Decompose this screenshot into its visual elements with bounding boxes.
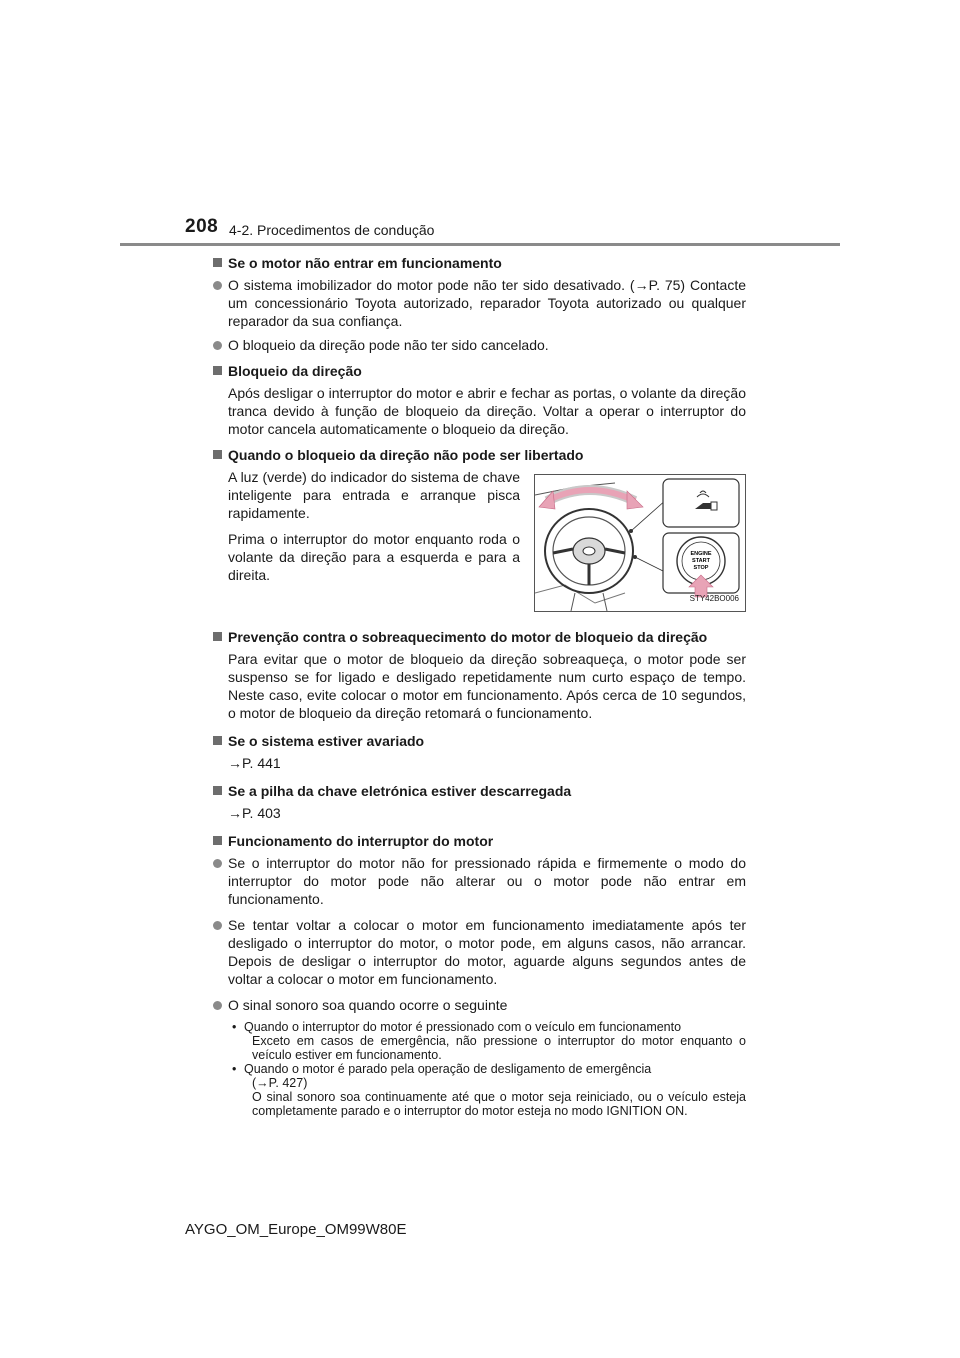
page-reference: →P. 441 — [228, 755, 281, 771]
section-heading: Se o motor não entrar em funcionamento — [212, 254, 746, 272]
steering-lock-text — [212, 468, 520, 612]
chapter-title: 4-2. Procedimentos de condução — [229, 222, 435, 238]
page-reference: →P. 403 — [228, 805, 281, 821]
page-reference: (→P. 427) — [252, 1076, 308, 1090]
button-label-line2: START — [692, 558, 710, 564]
page-number: 208 — [185, 216, 219, 237]
bullet-item: O sinal sonoro soa quando ocorre o seguinte — [212, 996, 746, 1014]
sub-bullet: • Quando o motor é parado pela operação de desligamento de emergência — [212, 1062, 746, 1076]
section-text: Para evitar que o motor de bloqueio da direção sobreaqueça, o motor pode ser suspenso se for ligado e desligado repetidamente num curto espaço de tempo. Neste caso, evite colocar o motor em funcionamento. Após cerca de 10 segundos, o motor de bloqueio da direção retomará o funcionamento. — [228, 651, 746, 721]
bullet-item: O sistema imobilizador do motor pode não ter sido desativado. (→P. 75) Contacte um concessionário Toyota autorizado, reparador Toyota autorizado ou qualquer reparador da sua confiança. — [212, 276, 746, 330]
section-heading: Prevenção contra o sobreaquecimento do motor de bloqueio da direção — [212, 628, 746, 646]
section-heading: Bloqueio da direção — [212, 362, 746, 380]
button-label-line3: STOP — [693, 565, 709, 571]
sub-bullet-text: Exceto em casos de emergência, não pressione o interruptor do motor enquanto o veículo estiver em funcionamento. — [252, 1034, 746, 1062]
section-text: A luz (verde) do indicador do sistema de chave inteligente para entrada e arranque pisca rapidamente. — [228, 469, 520, 521]
figure-code: STY42BO006 — [689, 594, 739, 603]
document-id: AYGO_OM_Europe_OM99W80E — [185, 1221, 407, 1238]
section-heading: Quando o bloqueio da direção não pode ser libertado — [212, 446, 746, 464]
steering-lock-block — [212, 468, 746, 612]
section-heading: Funcionamento do interruptor do motor — [212, 832, 746, 850]
sub-bullet-text: O sinal sonoro soa continuamente até que o motor seja reiniciado, ou o veículo esteja completamente parado e o interruptor do motor esteja no modo IGNITION ON. — [252, 1090, 746, 1118]
button-label-line1: ENGINE — [690, 551, 712, 557]
header-divider — [120, 243, 840, 246]
steering-wheel-illustration — [534, 474, 746, 612]
section-text: Prima o interruptor do motor enquanto roda o volante da direção para a esquerda e para a direita. — [228, 531, 520, 583]
section-text: Após desligar o interruptor do motor e abrir e fechar as portas, o volante da direção tranca devido à função de bloqueio da direção. Voltar a operar o interruptor do motor cancela automaticamente o bloqueio da direção. — [228, 385, 746, 437]
bullet-item: O bloqueio da direção pode não ter sido cancelado. — [212, 336, 746, 354]
bullet-item: Se o interruptor do motor não for pressionado rápida e firmemente o modo do interruptor do motor pode não alterar ou o motor pode não entrar em funcionamento. — [212, 854, 746, 908]
section-heading: Se o sistema estiver avariado — [212, 732, 746, 750]
sub-bullet: • Quando o interruptor do motor é pressionado com o veículo em funcionamento — [212, 1020, 746, 1034]
page-content — [212, 254, 746, 1118]
section-heading: Se a pilha da chave eletrónica estiver descarregada — [212, 782, 746, 800]
bullet-item: Se tentar voltar a colocar o motor em funcionamento imediatamente após ter desligado o interruptor do motor, o motor pode, em alguns casos, não arrancar. Depois de desligar o interruptor do motor, aguarde alguns segundos antes de voltar a colocar o motor em funcionamento. — [212, 916, 746, 988]
